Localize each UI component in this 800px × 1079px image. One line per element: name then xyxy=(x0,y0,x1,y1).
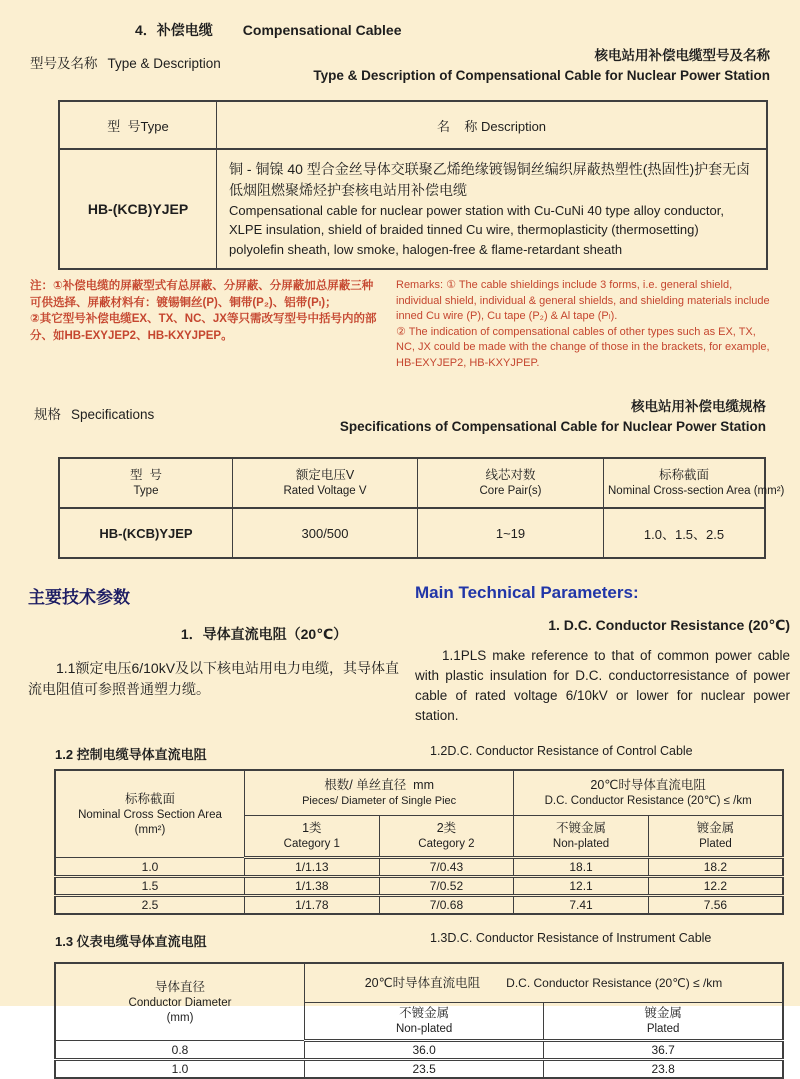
header-non-plated xyxy=(514,816,649,858)
cell-plated: 12.2 xyxy=(648,877,783,896)
remarks-en-item-1: Remarks: ① The cable shieldings include 3 forms, i.e. general shield, individual shield, individual & general shields, and shielding materials include inned Cu wire (P), Cu tape (P₂) & Al tape (Pₗ). xyxy=(396,279,770,322)
cell-core-pairs: 1~19 xyxy=(418,508,604,558)
cell-diameter: 0.8 xyxy=(55,1041,305,1060)
dc-resistance-title-en: 1. D.C. Conductor Resistance (20℃) xyxy=(548,617,790,633)
parameters-heading-en: Main Technical Parameters: xyxy=(415,583,639,602)
cell-cat2: 7/0.68 xyxy=(379,896,514,915)
header-conductor-diameter-en: Conductor Diameter xyxy=(128,996,232,1009)
header-type: 型 号Type xyxy=(59,101,217,149)
header-non-plated-en: Non-plated xyxy=(395,1023,453,1035)
cell-non-plated: 23.5 xyxy=(305,1060,544,1079)
header-nominal-area-en: Nominal Cross Section Area xyxy=(78,808,222,821)
control-cable-heading-row xyxy=(0,726,800,763)
header-conductor-diameter-cn: 导体直径 xyxy=(154,979,205,994)
specifications-title-cn: 核电站用补偿电缆规格 xyxy=(631,399,766,414)
parameters-column-cn xyxy=(28,583,400,726)
header-type xyxy=(59,458,233,508)
section-label-cn: 型号及名称 xyxy=(30,56,98,71)
remarks-row xyxy=(0,270,800,371)
header-category-2-cn: 2类 xyxy=(436,821,457,835)
dc-resistance-body-cn: 1.1额定电压6/10kV及以下核电站用电力电缆，其导体直流电阻值可参照普通塑力缆。 xyxy=(28,660,400,697)
cell-diameter: 1.0 xyxy=(55,1060,305,1079)
header-non-plated-en: Non-plated xyxy=(552,838,610,850)
type-description-table xyxy=(58,100,768,270)
cell-cat1: 1/1.78 xyxy=(245,896,380,915)
header-group-dc-resistance xyxy=(514,770,783,816)
table-row xyxy=(55,877,783,896)
header-group-pieces-diameter xyxy=(245,770,514,816)
page-title xyxy=(135,0,800,40)
table-row xyxy=(59,508,765,558)
cell-plated: 36.7 xyxy=(544,1041,783,1060)
specifications-label xyxy=(34,397,154,423)
header-conductor-diameter-unit: (mm) xyxy=(166,1011,194,1024)
cell-non-plated: 7.41 xyxy=(514,896,649,915)
header-category-2 xyxy=(379,816,514,858)
control-cable-title-cn: 1.2 控制电缆导体直流电阻 xyxy=(55,747,207,762)
right-title-en: Type & Description of Compensational Cable for Nuclear Power Station xyxy=(313,68,770,83)
header-category-2-en: Category 2 xyxy=(418,838,475,850)
table-header-row xyxy=(55,770,783,816)
instrument-cable-title-en: 1.3D.C. Conductor Resistance of Instrument Cable xyxy=(430,931,712,945)
header-plated-en: Plated xyxy=(646,1023,680,1035)
cell-area: 1.5 xyxy=(55,877,245,896)
header-rated-voltage-en: Rated Voltage V xyxy=(283,485,367,497)
header-nominal-area-cn: 标称截面 xyxy=(658,468,709,482)
header-pieces-en: Pieces/ Diameter of Single Piec xyxy=(302,795,457,807)
header-rated-voltage-cn: 额定电压V xyxy=(295,468,355,482)
table-header-row xyxy=(59,458,765,508)
specifications-table xyxy=(58,457,785,559)
header-type-en: Type xyxy=(133,485,159,497)
section-label-en: Type & Description xyxy=(107,56,221,71)
page-title-en: Compensational Cablee xyxy=(242,22,402,38)
specifications-title-en: Specifications of Compensational Cable for Nuclear Power Station xyxy=(339,419,766,434)
specifications-right-titles xyxy=(340,397,766,437)
specifications-label-cn: 规格 xyxy=(34,407,61,422)
table-row xyxy=(55,896,783,915)
cell-non-plated: 36.0 xyxy=(305,1041,544,1060)
header-rated-voltage xyxy=(233,458,418,508)
remarks-cn-item-2: ②其它型号补偿电缆EX、TX、NC、JX等只需改写型号中括号内的部分、如HB-EXYJEP2、HB-KXYJPEP。 xyxy=(30,313,377,342)
table-row xyxy=(59,149,767,269)
section-right-titles xyxy=(313,46,770,86)
header-category-1-cn: 1类 xyxy=(302,821,322,835)
table-header-row xyxy=(55,963,783,1003)
header-nominal-area xyxy=(604,458,785,508)
control-cable-table xyxy=(54,769,784,915)
cell-type-code: HB-(KCB)YJEP xyxy=(59,149,217,269)
instrument-cable-heading-row xyxy=(0,915,800,950)
specifications-heading-row xyxy=(0,371,800,437)
cell-plated: 23.8 xyxy=(544,1060,783,1079)
header-group-dc-resistance xyxy=(305,963,784,1003)
header-non-plated-cn: 不镀金属 xyxy=(399,1006,450,1020)
page-title-cn: 4．补偿电缆 xyxy=(135,22,213,38)
header-plated xyxy=(544,1003,783,1041)
table-row xyxy=(55,1041,783,1060)
specifications-label-en: Specifications xyxy=(71,407,155,422)
header-type-cn: 型 号 xyxy=(130,468,162,482)
header-plated-en: Plated xyxy=(699,838,732,850)
cell-plated: 18.2 xyxy=(648,858,783,877)
dc-resistance-title-cn: 1．导体直流电阻（20℃） xyxy=(180,626,348,642)
cell-cat1: 1/1.38 xyxy=(245,877,380,896)
remarks-cn-item-1: 注：①补偿电缆的屏蔽型式有总屏蔽、分屏蔽、分屏蔽加总屏蔽三种可供选择、屏蔽材料有：镀锡铜丝(P)、铜带(P₂)、铝带(Pₗ)； xyxy=(30,280,374,309)
cell-description xyxy=(217,149,768,269)
cell-rated-voltage: 300/500 xyxy=(233,508,418,558)
cell-cat2: 7/0.43 xyxy=(379,858,514,877)
parameters-heading-cn: 主要技术参数 xyxy=(28,588,130,607)
table-row xyxy=(55,858,783,877)
remarks-en-item-2: ② The indication of compensational cables of other types such as EX, TX, NC, JX could be made with the change of those in the brackets, for example, HB-EXYJEP2, HB-KXYJPEP. xyxy=(396,325,770,369)
header-resistance-en: D.C. Conductor Resistance (20℃) ≤ /km xyxy=(506,976,723,990)
section-label-type-description xyxy=(30,46,221,72)
header-resistance-cn: 20℃时导体直流电阻 xyxy=(590,778,706,792)
header-non-plated-cn: 不镀金属 xyxy=(556,821,607,835)
instrument-cable-table xyxy=(54,962,784,1079)
cell-non-plated: 18.1 xyxy=(514,858,649,877)
header-plated-cn: 镀金属 xyxy=(696,821,735,835)
header-nominal-area xyxy=(55,770,245,858)
header-core-pairs-cn: 线芯对数 xyxy=(485,468,536,482)
header-plated xyxy=(648,816,783,858)
cell-area: 2.5 xyxy=(55,896,245,915)
cell-cat1: 1/1.13 xyxy=(245,858,380,877)
right-title-cn: 核电站用补偿电缆型号及名称 xyxy=(594,48,770,63)
header-conductor-diameter xyxy=(55,963,305,1041)
cell-type-code: HB-(KCB)YJEP xyxy=(59,508,233,558)
parameters-column-en xyxy=(415,583,790,726)
type-description-heading-row xyxy=(0,40,800,86)
main-parameters-section xyxy=(0,559,800,726)
cell-plated: 7.56 xyxy=(648,896,783,915)
header-category-1-en: Category 1 xyxy=(283,838,340,850)
table-header-row xyxy=(59,101,767,149)
remarks-cn xyxy=(30,278,382,371)
header-resistance-en: D.C. Conductor Resistance (20℃) ≤ /km xyxy=(544,795,752,807)
cell-area: 1.0 xyxy=(55,858,245,877)
instrument-cable-title-cn: 1.3 仪表电缆导体直流电阻 xyxy=(55,934,207,949)
header-non-plated xyxy=(305,1003,544,1041)
header-nominal-area-unit: (mm²) xyxy=(134,823,166,836)
header-core-pairs xyxy=(418,458,604,508)
description-cn: 铜 - 铜镍 40 型合金丝导体交联聚乙烯绝缘镀锡铜丝编织屏蔽热塑性(热固性)护套无卤低烟阻燃聚烯烃护套核电站用补偿电缆 xyxy=(229,160,751,198)
header-nominal-area-cn: 标称截面 xyxy=(124,791,175,806)
header-pieces-cn: 根数/ 单丝直径 mm xyxy=(324,778,434,792)
table-row xyxy=(55,1060,783,1079)
header-category-1 xyxy=(245,816,380,858)
header-core-pairs-en: Core Pair(s) xyxy=(479,485,542,497)
header-resistance-cn: 20℃时导体直流电阻 xyxy=(364,976,481,990)
header-plated-cn: 镀金属 xyxy=(644,1006,682,1020)
header-description: 名 称 Description xyxy=(217,101,768,149)
cell-non-plated: 12.1 xyxy=(514,877,649,896)
description-en: Compensational cable for nuclear power station with Cu-CuNi 40 type alloy conductor, XLPE insulation, shield of braided tinned Cu wire, thermoplasticity (thermosetting) polyolefin sheath, low smoke, halogen-free & flame-retardant sheath xyxy=(229,202,724,257)
dc-resistance-body-en: 1.1PLS make reference to that of common power cable with plastic insulation for D.C. conductorresistance of power cable of rated voltage 6/10kV or lower for nuclear power station. xyxy=(415,648,790,723)
cell-nominal-area: 1.0、1.5、2.5 xyxy=(604,508,766,558)
remarks-en xyxy=(396,278,770,371)
control-cable-title-en: 1.2D.C. Conductor Resistance of Control Cable xyxy=(430,744,693,758)
header-nominal-area-en: Nominal Cross-section Area (mm²) xyxy=(608,485,785,497)
cell-cat2: 7/0.52 xyxy=(379,877,514,896)
